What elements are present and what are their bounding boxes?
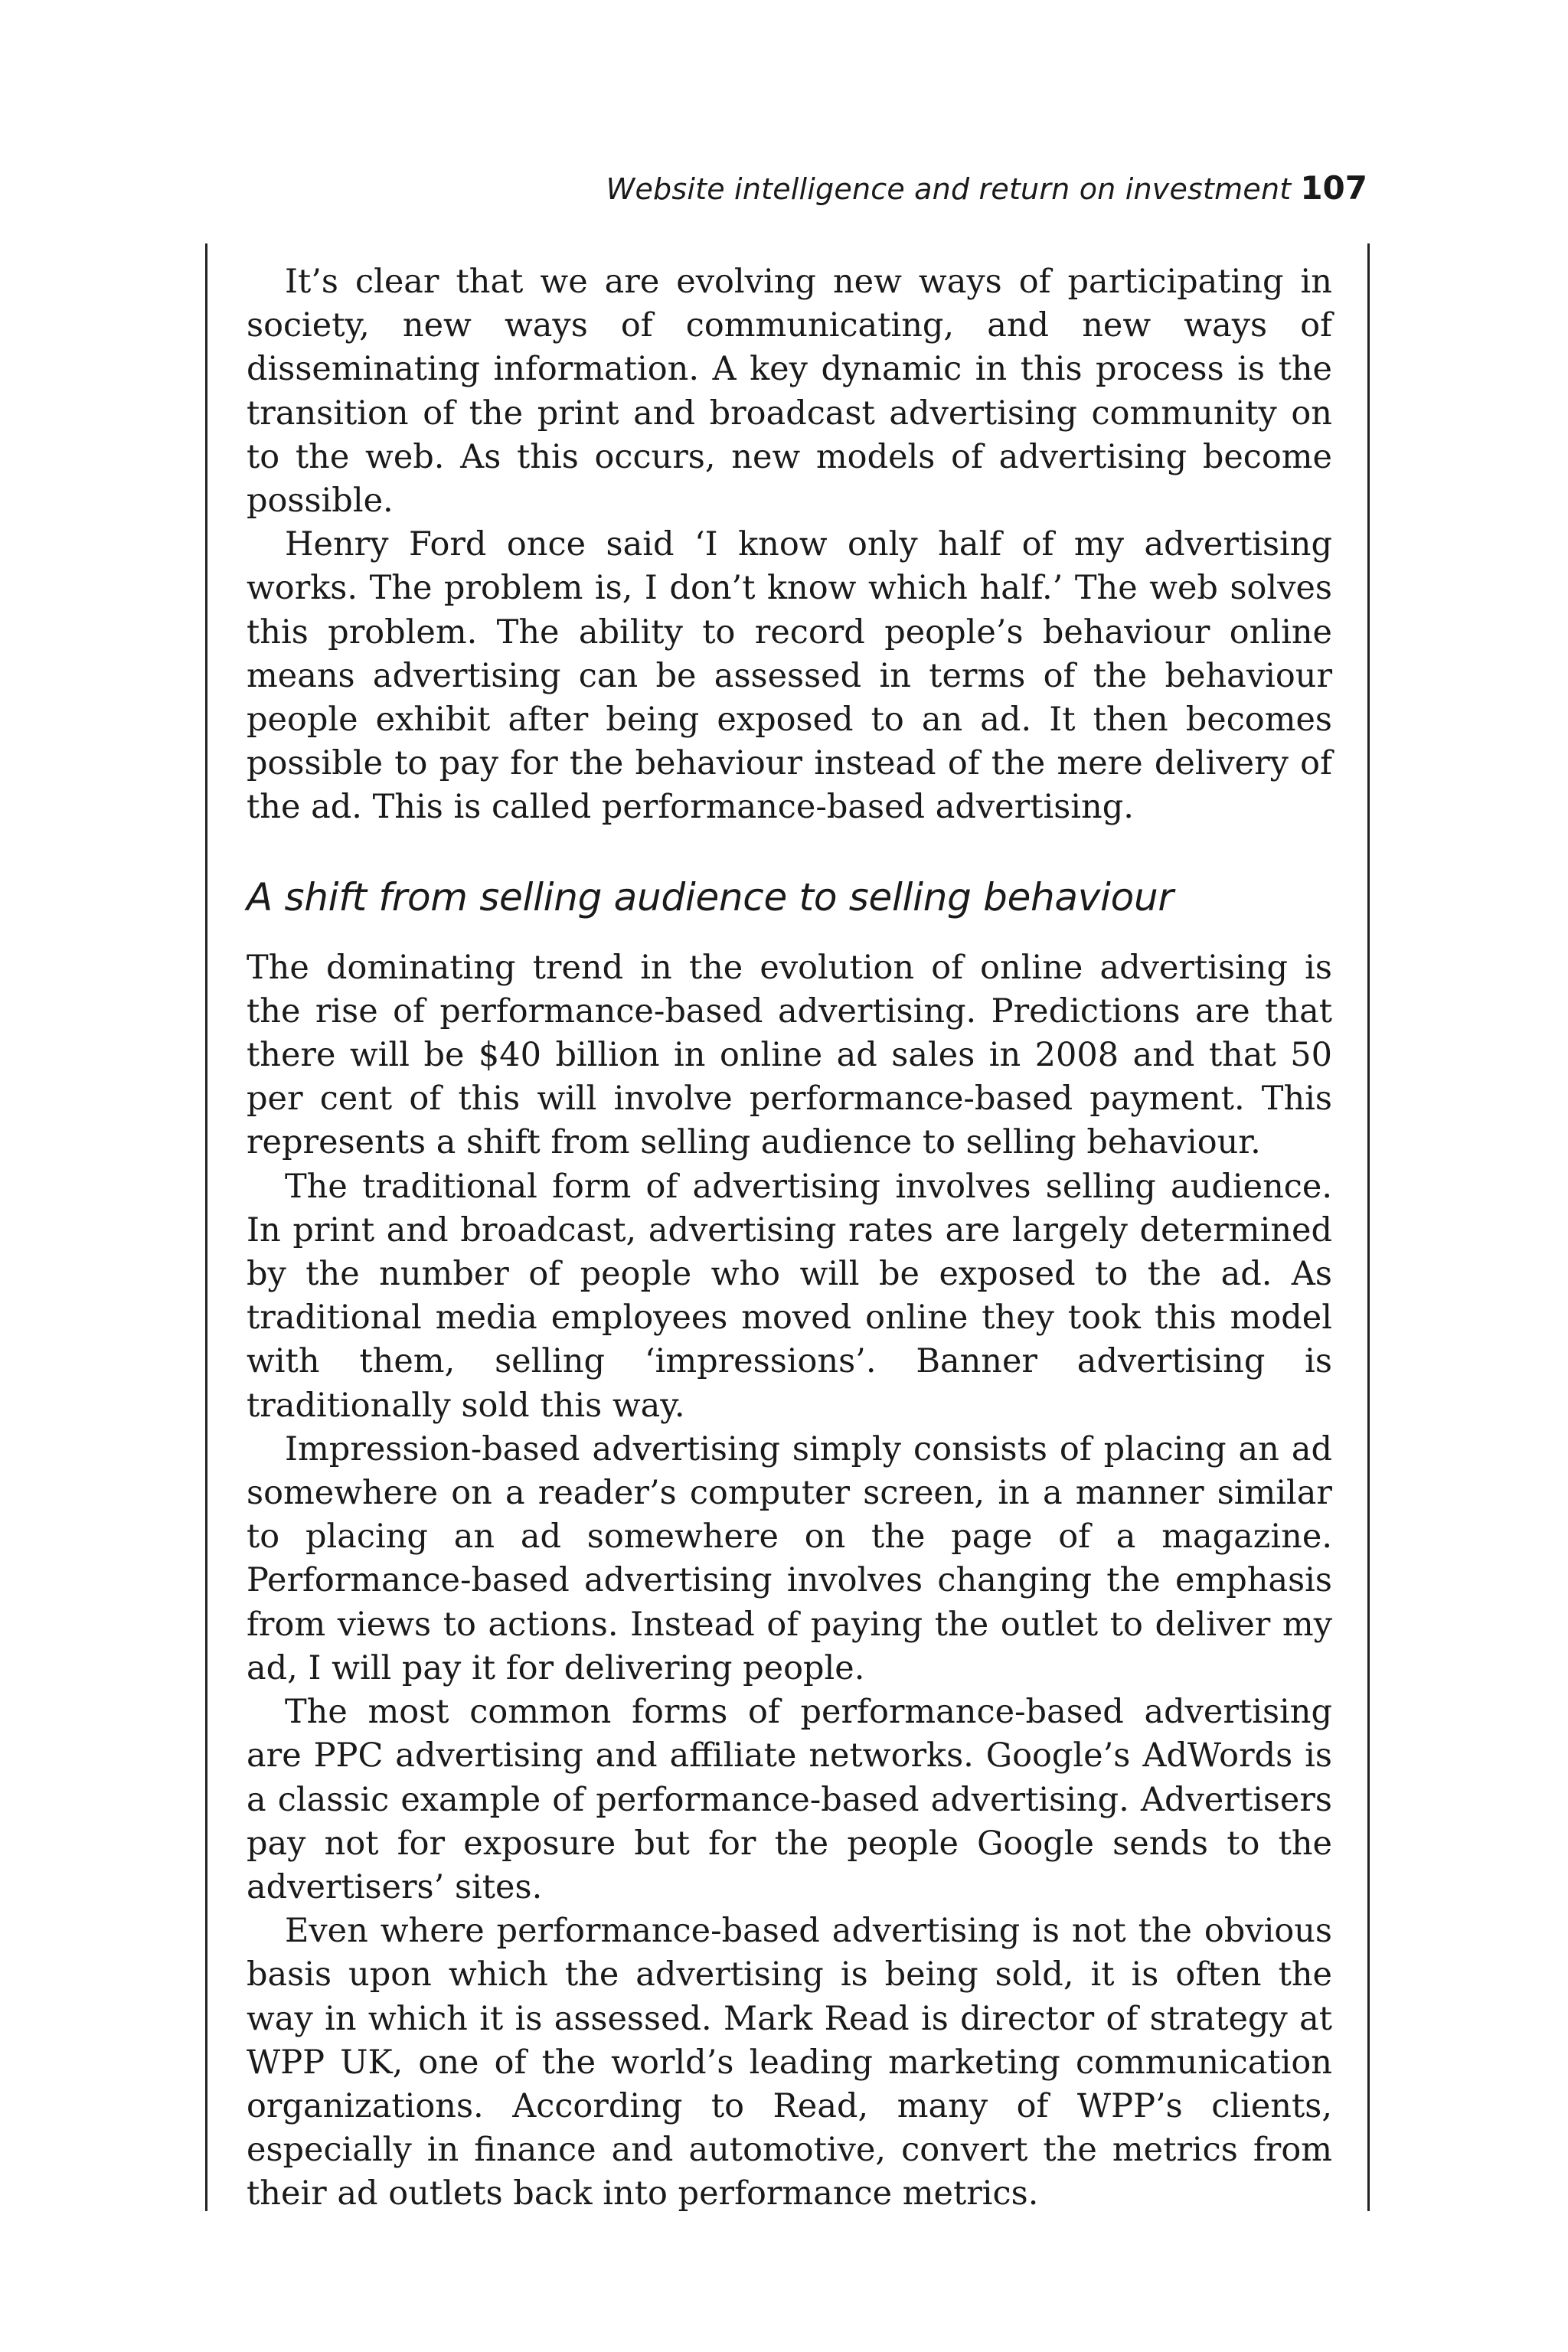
page-number: 107 bbox=[1300, 169, 1367, 207]
right-margin-rule bbox=[1367, 243, 1370, 2211]
paragraph-4: The traditional form of advertising involves selling audience. In print and broadcast, advertising rates are largely determined by the number of people who will be exposed to the ad. As traditional media employees moved online they took this model with them, selling ‘impressions’. Banner advertising is traditionally sold this way. bbox=[247, 1167, 1332, 1425]
running-head bbox=[606, 170, 1367, 207]
paragraph-2: Henry Ford once said ‘I know only half of my advertising works. The problem is, I don’t know which half.’ The web solves this problem. The ability to record people’s behaviour online means advertising can be assessed in terms of the behaviour people exhibit after being exposed to an ad. It then becomes possible to pay for the behaviour instead of the mere delivery of the ad. This is called performance-based advertising. bbox=[247, 525, 1332, 827]
paragraph-1: It’s clear that we are evolving new ways of participating in society, new ways of communicating, and new ways of disseminating information. A key dynamic in this process is the transition of the print and broadcast advertising community on to the web. As this occurs, new models of advertising become possible. bbox=[247, 263, 1332, 521]
running-title: Website intelligence and return on investment bbox=[606, 172, 1292, 206]
paragraph-6: The most common forms of performance-based advertising are PPC advertising and affiliate networks. Google’s AdWords is a classic example of performance-based advertising. Advertisers pay not for exposure but for the people Google sends to the advertisers’ sites. bbox=[247, 1693, 1332, 1906]
paragraph-7: Even where performance-based advertising is not the obvious basis upon which the advertising is being sold, it is often the way in which it is assessed. Mark Read is director of strategy at WPP UK, one of the world’s leading marketing communication organizations. According to Read, many of WPP’s clients, especially in finance and automotive, convert the metrics from their ad outlets back into performance metrics. bbox=[247, 1912, 1332, 2213]
paragraph-5: Impression-based advertising simply consists of placing an ad somewhere on a reader’s computer screen, in a manner similar to placing an ad somewhere on the page of a magazine. Performance-based advertising involves changing the emphasis from views to actions. Instead of paying the outlet to deliver my ad, I will pay it for delivering people. bbox=[247, 1429, 1332, 1687]
paragraph-3: The dominating trend in the evolution of online advertising is the rise of performance-based advertising. Predictions are that there will be $40 billion in online ad sales in 2008 and that 50 per cent of this will involve performance-based payment. This represents a shift from selling audience to selling behaviour. bbox=[247, 948, 1332, 1162]
left-margin-rule bbox=[205, 243, 207, 2211]
section-heading: A shift from selling audience to selling behaviour bbox=[247, 874, 1174, 920]
body-text bbox=[247, 260, 1332, 2216]
